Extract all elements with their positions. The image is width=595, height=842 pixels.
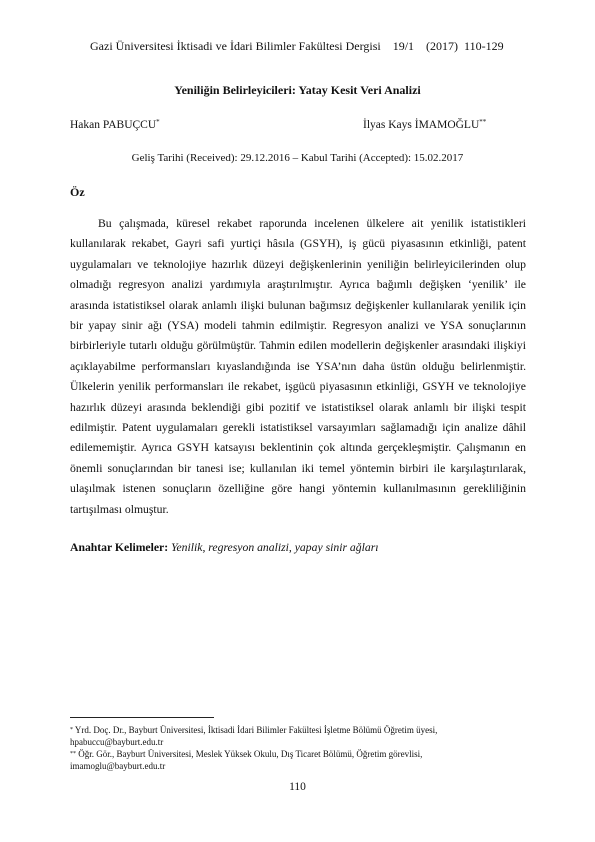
- author-2-mark: **: [479, 118, 487, 126]
- author-1-mark: *: [156, 118, 160, 126]
- footnote-2: [70, 748, 530, 760]
- keywords-label: Anahtar Kelimeler:: [70, 541, 169, 554]
- footnote-2-affiliation: Öğr. Gör., Bayburt Üniversitesi, Meslek Yüksek Okulu, Dış Ticaret Bölümü, Öğretim görevlisi,: [78, 749, 423, 759]
- page-number: 110: [289, 781, 306, 793]
- footnote-divider: [70, 717, 214, 718]
- submission-dates: Geliş Tarihi (Received): 29.12.2016 – Kabul Tarihi (Accepted): 15.02.2017: [131, 152, 464, 164]
- abstract-body: Bu çalışmada, küresel rekabet raporunda incelenen ülkelere ait yenilik istatistikleri kullanılarak rekabet, Gayri safi yurtiçi hâsıla (GSYH), iş gücü piyasasının etkinliği, patent uygulamaları ve teknolojiye hazırlık düzeyi değişkenlerinin yeniliğin belirleyicilerinden olup olmadığı regresyon analizi yardımıyla araştırılmıştır. Ayrıca bağımlı değişken ‘yenilik’ ile arasında istatistiksel olarak anlamlı ilişki bulunan bağımsız değişkenler kullanılarak yenilik için bir yapay sinir ağı (YSA) modeli tahmin edilmiştir. Regresyon analizi ve YSA sonuçlarının birbirleriyle tutarlı olduğu görülmüştür. Tahmin edilen modellerin değişkenler arasındaki ilişkiyi açıklayabilme performansları kıyaslandığında ise YSA’nın daha üstün olduğu belirlenmiştir. Ülkelerin yenilik performansları ile rekabet, işgücü piyasasının etkinliği, GSYH ve teknolojiye hazırlık düzeyi arasında beklendiği gibi pozitif ve istatistiksel olarak anlamlı bir ilişki tespit edilmiştir. Patent uygulamaları gerekli istatistiksel varsayımları sağlamadığı için analize dâhil edilememiştir. Ayrıca GSYH katsayısı beklentinin çok altında gerçekleşmiştir. Çalışmanın en önemli sonuçlarından bir tanesi ise; kullanılan iki temel yöntemin birbiri ile karşılaştırılarak, ulaşılmak istenen sonuçların özelliğine göre hangi yöntemin kullanılmasının gerekliliğinin tartışılması olmuştur.: [70, 217, 526, 516]
- journal-header: Gazi Üniversitesi İktisadi ve İdari Bilimler Fakültesi Dergisi 19/1 (2017) 110-129: [90, 39, 504, 53]
- keywords-text: Yenilik, regresyon analizi, yapay sinir ağları: [171, 541, 379, 554]
- footnote-2-email: imamoglu@bayburt.edu.tr: [70, 761, 166, 771]
- keywords: [70, 541, 379, 554]
- footnote-1-email: hpabuccu@bayburt.edu.tr: [70, 737, 164, 747]
- footnotes: [70, 724, 530, 772]
- abstract-heading: Öz: [70, 185, 85, 199]
- author-1-name: Hakan PABUÇCU: [70, 119, 157, 131]
- footnote-1-mark: *: [70, 727, 73, 733]
- paper-title: Yeniliğin Belirleyicileri: Yatay Kesit Veri Analizi: [174, 83, 421, 97]
- author-2: [363, 119, 486, 131]
- footnote-1: [70, 724, 530, 736]
- author-2-name: İlyas Kays İMAMOĞLU: [363, 119, 480, 131]
- footnote-2-mark: **: [70, 751, 76, 757]
- footnote-1-affiliation: Yrd. Doç. Dr., Bayburt Üniversitesi, İktisadi İdari Bilimler Fakültesi İşletme Bölümü Öğretim üyesi,: [74, 725, 438, 735]
- author-1: [70, 119, 160, 131]
